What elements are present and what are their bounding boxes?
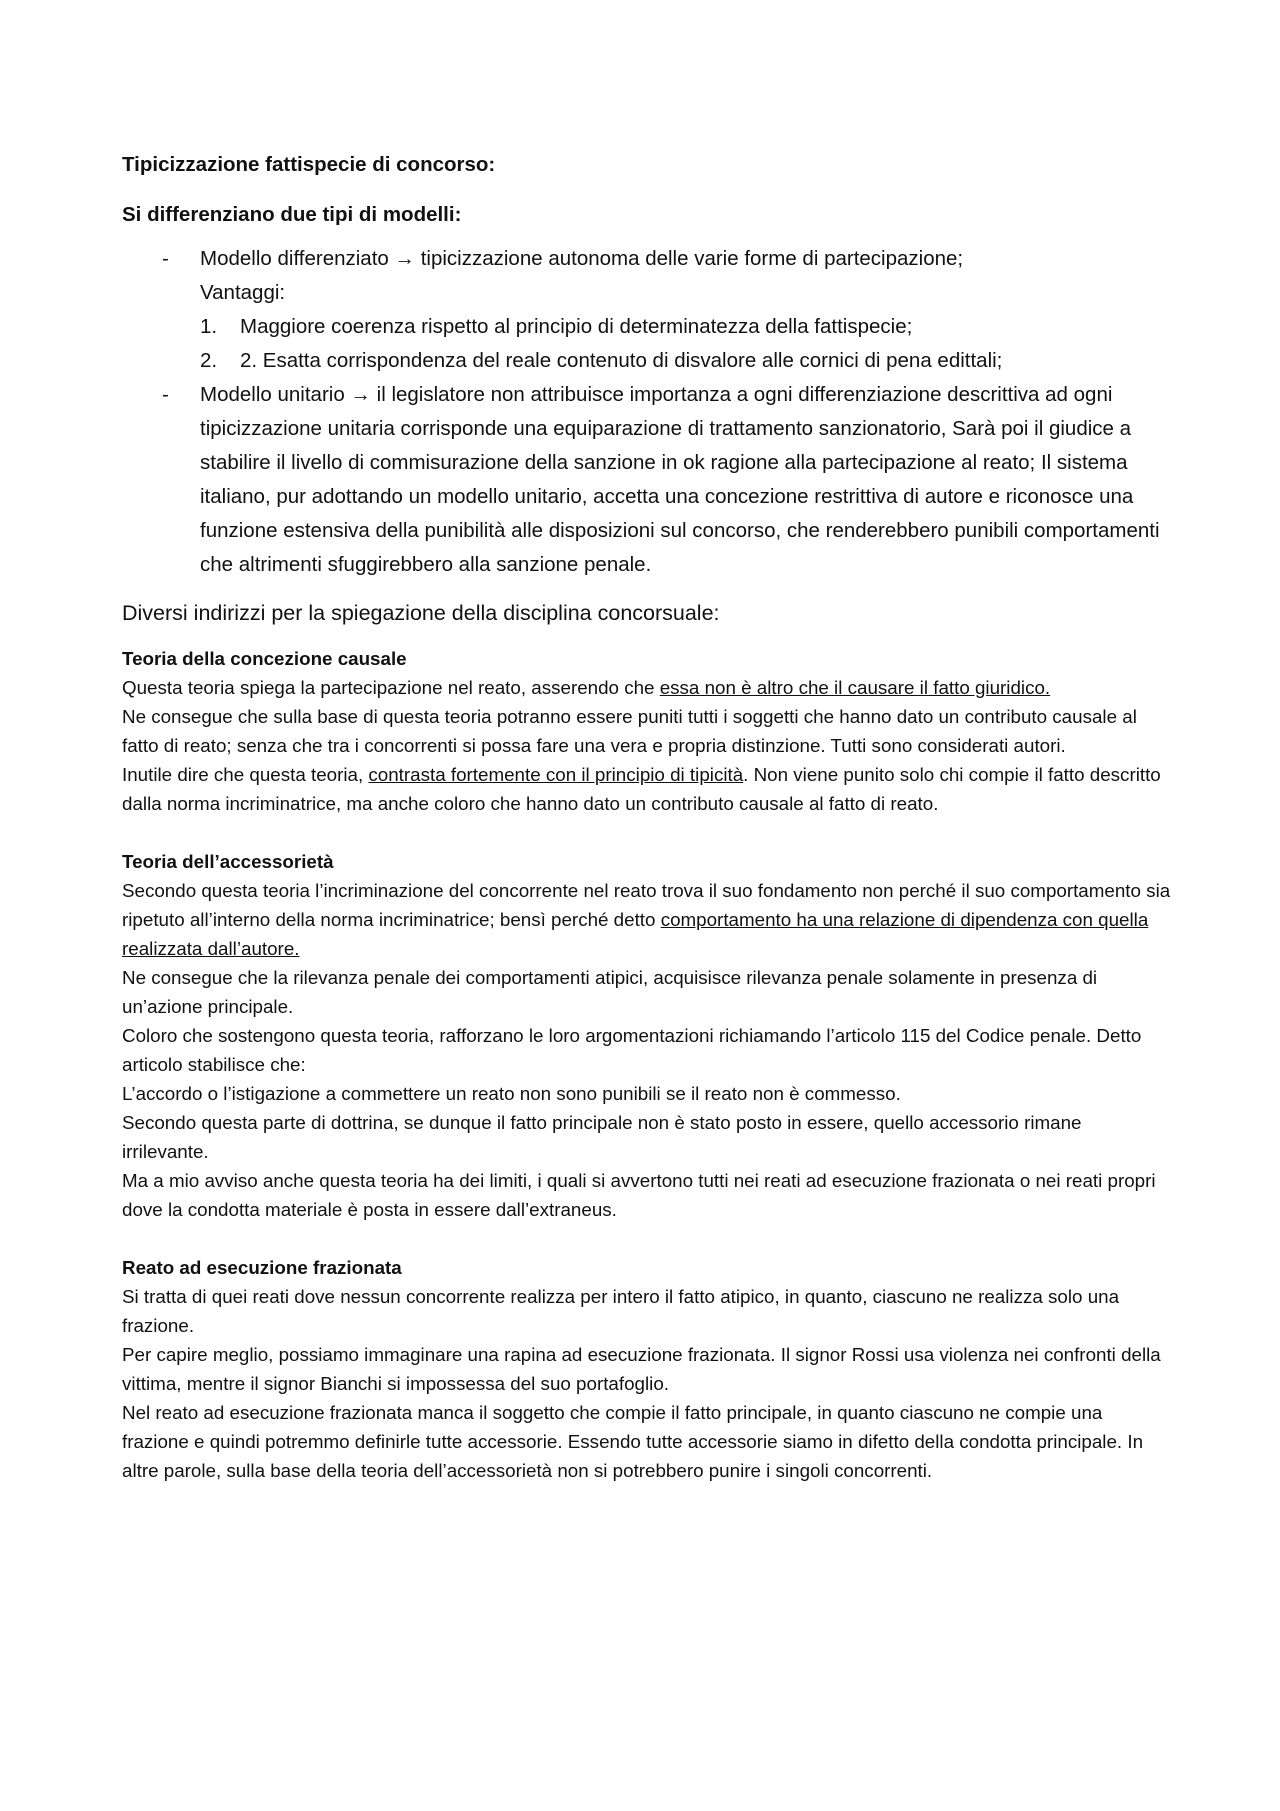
paragraph: Coloro che sostengono questa teoria, rafforzano le loro argomentazioni richiamando l’articolo 115 del Codice penale. Detto articolo stabilisce che: [122,1025,1142,1075]
paragraph: Ne consegue che la rilevanza penale dei comportamenti atipici, acquisisce rilevanza penale solamente in presenza di un’azione principale. [122,967,1098,1017]
section-subtitle: Si differenziano due tipi di modelli: [122,203,462,226]
models-list [122,242,1172,582]
paragraph: Inutile dire che questa teoria, contrasta fortemente con il principio di tipicità. Non viene punito solo chi compie il fatto descritto dalla norma incriminatrice, ma anche coloro che hanno dato un contributo causale al fatto di reato. [122,764,1161,814]
arrow-right-icon: → [350,383,371,406]
paragraph: Ne consegue che sulla base di questa teoria potranno essere puniti tutti i soggetti che hanno dato un contributo causale al fatto di reato; senza che tra i concorrenti si possa fare una vera e propria distinzione. Tutti sono considerati autori. [122,706,1137,756]
item-lead: Modello unitario [200,383,345,406]
sub-number: 1. [200,315,218,338]
paragraph: Per capire meglio, possiamo immaginare una rapina ad esecuzione frazionata. Il signor Rossi usa violenza nei confronti della vittima, mentre il signor Bianchi si impossessa del suo portafoglio. [122,1344,1161,1394]
section-title: Teoria della concezione causale [122,648,407,669]
document-page [122,152,1172,1485]
sub-list-item [200,310,1172,344]
arrow-right-icon: → [394,247,415,270]
section-title: Teoria dell’accessorietà [122,851,334,872]
section-accessorieta [122,847,1172,1224]
section-frazionata [122,1253,1172,1485]
sub-text: 2. Esatta corrispondenza del reale contenuto di disvalore alle cornici di pena edittali; [240,349,1003,372]
paragraph: Questa teoria spiega la partecipazione nel reato, asserendo che essa non è altro che il causare il fatto giuridico. [122,677,1051,698]
list-item [122,378,1172,582]
paragraph: Si tratta di quei reati dove nessun concorrente realizza per intero il fatto atipico, in quanto, ciascuno ne realizza solo una frazione. [122,1286,1120,1336]
paragraph: Secondo questa teoria l’incriminazione del concorrente nel reato trova il suo fondamento non perché il suo comportamento sia ripetuto all’interno della norma incriminatrice; bensì perché detto comportamento ha una relazione di dipendenza con quella realizzata dall’autore. [122,880,1171,959]
item-text: tipicizzazione autonoma delle varie forme di partecipazione; [420,247,964,270]
list-item [122,242,1172,378]
sub-list-item [200,344,1172,378]
underlined-text: comportamento ha una relazione di dipendenza con quella realizzata dall’autore. [122,909,1149,959]
document-title: Tipicizzazione fattispecie di concorso: [122,153,496,176]
paragraph: Nel reato ad esecuzione frazionata manca il soggetto che compie il fatto principale, in quanto ciascuno ne compie una frazione e quindi potremmo definirle tutte accessorie. Essendo tutte accessorie siamo in difetto della condotta principale. In altre parole, sulla base della teoria dell’accessorietà non si potrebbero punire i singoli concorrenti. [122,1402,1144,1481]
item-lead: Modello differenziato [200,247,389,270]
advantages-label: Vantaggi: [200,281,286,304]
list-dash: - [162,247,169,270]
paragraph: Secondo questa parte di dottrina, se dunque il fatto principale non è stato posto in essere, quello accessorio rimane irrilevante. [122,1112,1082,1162]
paragraph: Ma a mio avviso anche questa teoria ha dei limiti, i quali si avvertono tutti nei reati ad esecuzione frazionata o nei reati propri dove la condotta materiale è posta in essere dall’extraneus. [122,1170,1156,1220]
paragraph: L’accordo o l’istigazione a commettere un reato non sono punibili se il reato non è commesso. [122,1083,901,1104]
item-text: il legislatore non attribuisce importanza a ogni differenziazione descrittiva ad ogni tipicizzazione unitaria corrisponde una equiparazione di trattamento sanzionatorio, Sarà poi il giudice a stabilire il livello di commisurazione della sanzione in ok ragione alla partecipazione al reato; Il sistema italiano, pur adottando un modello unitario, accetta una concezione restrittiva di autore e riconosce una funzione estensiva della punibilità alle disposizioni sul concorso, che renderebbero punibili comportamenti che altrimenti sfuggirebbero alla sanzione penale. [200,383,1160,576]
underlined-text: contrasta fortemente con il principio di tipicità [368,764,744,785]
intro-paragraph: Diversi indirizzi per la spiegazione della disciplina concorsuale: [122,601,720,625]
section-causale [122,644,1172,818]
underlined-text: essa non è altro che il causare il fatto giuridico. [659,677,1051,698]
sub-number: 2. [200,349,218,372]
sub-text: Maggiore coerenza rispetto al principio di determinatezza della fattispecie; [240,315,913,338]
list-dash: - [162,383,169,406]
section-title: Reato ad esecuzione frazionata [122,1257,402,1278]
